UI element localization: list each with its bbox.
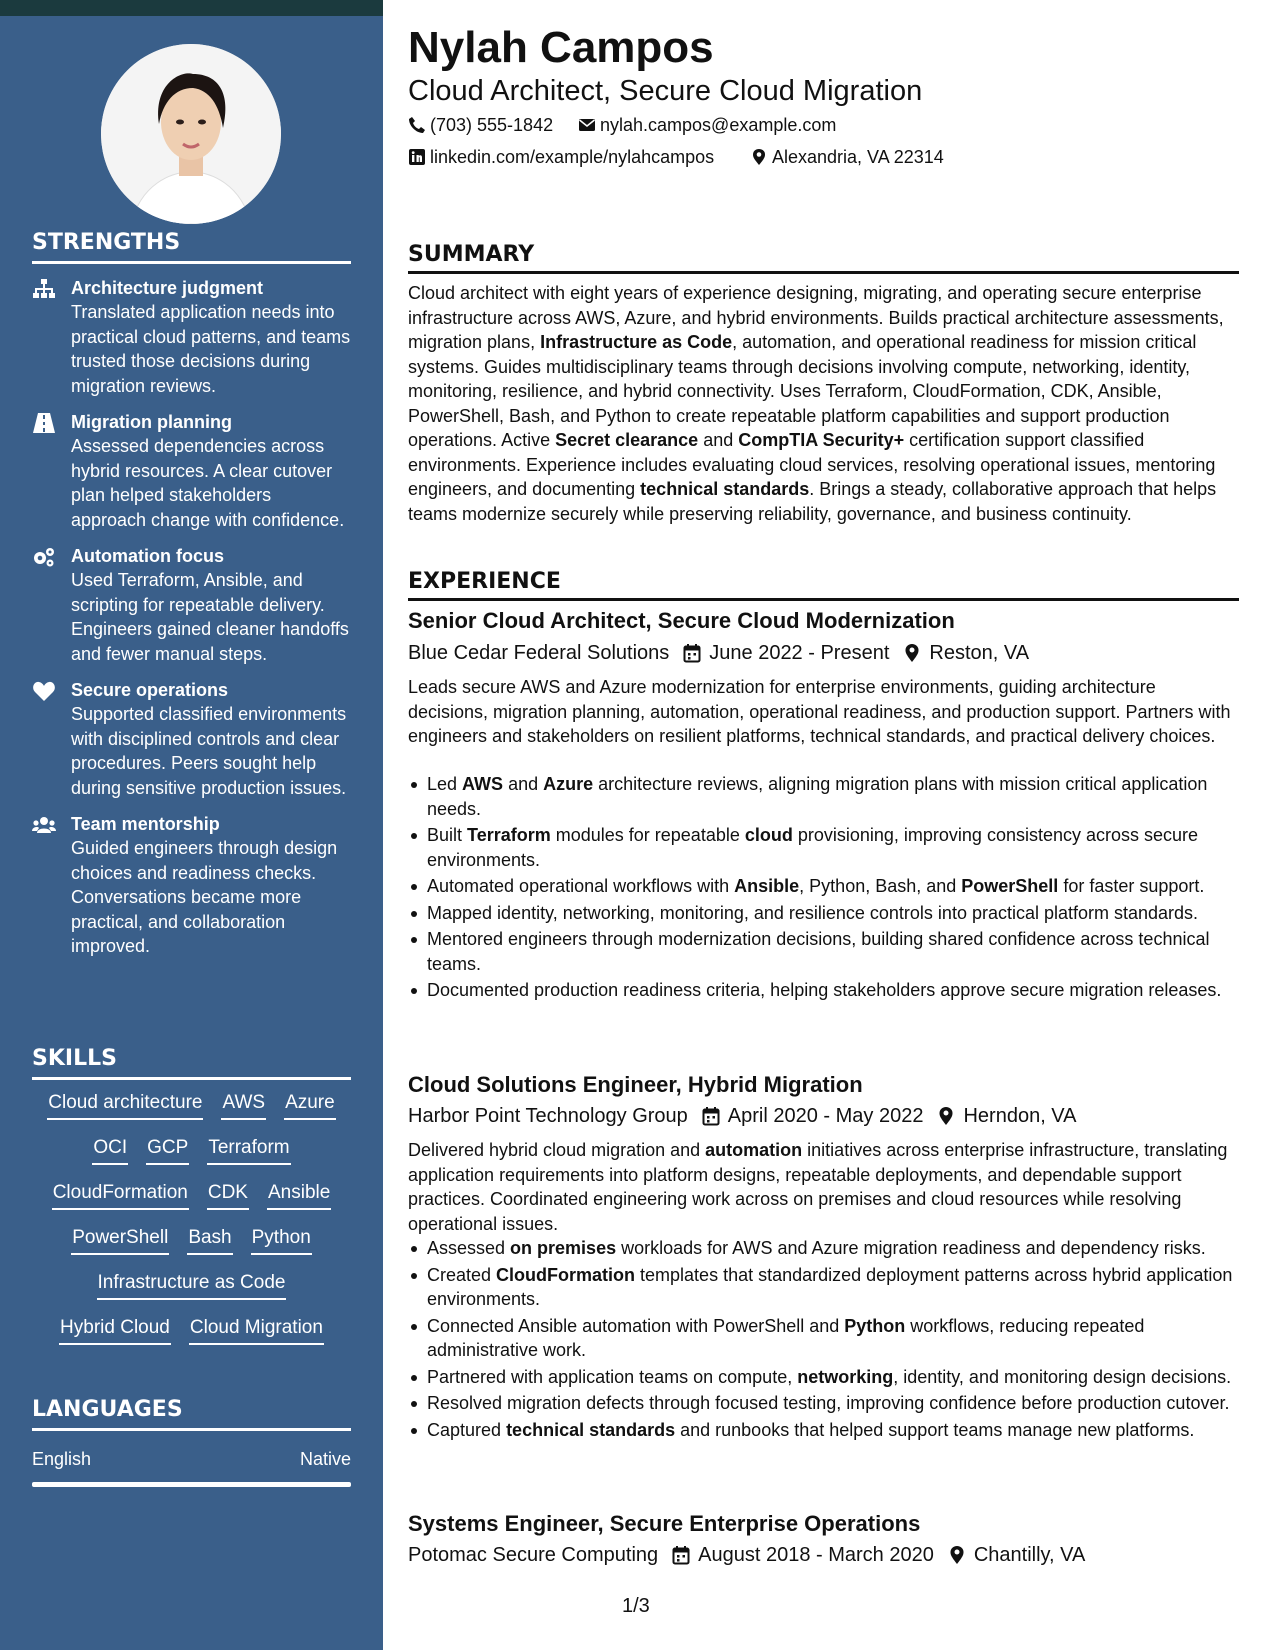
- skill-tag: GCP: [146, 1135, 189, 1165]
- job-bullets: [408, 1236, 1240, 1444]
- language-level-bar: [32, 1482, 351, 1487]
- summary-text: [408, 281, 1240, 526]
- bold-keyword: technical standards: [506, 1419, 676, 1440]
- users-icon: [32, 814, 56, 836]
- job-company: Blue Cedar Federal Solutions: [408, 642, 670, 664]
- text-run: , automation, and operational readiness for mission critical systems. Guides multidisciplinary teams through decisions involving compute, networking, identity, monitoring, resilience, and hybrid connectivity. Uses Terraform, CloudFormation, CDK, Ansible, PowerShell, Bash, and Python to create repeatable platform capabilities and support production operations. Active: [408, 332, 1197, 450]
- strength-item: [32, 678, 351, 800]
- sidebar: [0, 16, 383, 1650]
- calendar-icon: [702, 1106, 720, 1126]
- bullet-item: [408, 978, 1240, 1003]
- job-dates: June 2022 - Present: [709, 642, 890, 664]
- email-text: nylah.campos@example.com: [600, 115, 837, 135]
- strength-title: Migration planning: [71, 412, 232, 432]
- bullet-item: [408, 927, 1240, 976]
- strength-item: [32, 544, 351, 666]
- bold-keyword: automation: [705, 1140, 803, 1160]
- skill-tag: OCI: [92, 1135, 128, 1165]
- skill-row: [32, 1135, 351, 1180]
- page-number: 1/3: [622, 1595, 650, 1617]
- text-run: certification support classified environments. Experience includes evaluating cloud services, resolving operational issues, mentoring engineers, and documenting: [408, 430, 1216, 499]
- bold-keyword: Ansible: [734, 876, 800, 896]
- bold-keyword: Secret clearance: [555, 430, 699, 450]
- job-summary: [408, 675, 1240, 749]
- job-company: Harbor Point Technology Group: [408, 1105, 688, 1127]
- bold-keyword: CompTIA Security+: [738, 430, 905, 450]
- job-meta: [408, 1103, 1077, 1129]
- linkedin-contact: [408, 145, 714, 169]
- skill-tag: Infrastructure as Code: [97, 1270, 287, 1300]
- text-run: workloads for AWS and Azure migration readiness and dependency risks.: [616, 1238, 1206, 1258]
- strength-title: Secure operations: [71, 680, 229, 700]
- text-run: modules for repeatable: [550, 825, 745, 845]
- location-text: Alexandria, VA 22314: [772, 147, 944, 167]
- languages-heading: LANGUAGES: [32, 1397, 351, 1431]
- skill-tag: CloudFormation: [52, 1180, 189, 1210]
- bold-keyword: Python: [844, 1315, 906, 1336]
- skill-tag: Cloud Migration: [189, 1315, 324, 1345]
- text-run: Built: [427, 825, 468, 845]
- skill-tag: Azure: [284, 1090, 336, 1120]
- skill-row: [32, 1225, 351, 1270]
- text-run: Mapped identity, networking, monitoring, and resilience controls into practical platform standards.: [427, 902, 1199, 923]
- text-run: templates that standardized deployment patterns across hybrid application environments.: [427, 1264, 1233, 1309]
- candidate-role: Cloud Architect, Secure Cloud Migration: [408, 75, 923, 107]
- text-run: Assessed: [427, 1238, 511, 1258]
- skill-row: [32, 1315, 351, 1360]
- phone-icon: [408, 116, 426, 134]
- job-company: Potomac Secure Computing: [408, 1544, 659, 1566]
- bullet-item: [408, 874, 1240, 899]
- phone-contact: [408, 113, 553, 137]
- phone-text: (703) 555-1842: [430, 115, 554, 135]
- text-run: Partnered with application teams on compute,: [427, 1366, 798, 1387]
- text-run: Documented production readiness criteria, helping stakeholders approve secure migration releases.: [427, 980, 1222, 1000]
- avatar-portrait-icon: [101, 44, 281, 224]
- bullet-item: [408, 772, 1240, 821]
- summary-heading: SUMMARY: [408, 242, 1239, 274]
- bullet-item: [408, 1263, 1240, 1312]
- strength-description: Supported classified environments with disciplined controls and clear procedures. Peers sought help during sensitive production issues.: [71, 704, 347, 798]
- bold-keyword: networking: [797, 1366, 894, 1387]
- skills-section: [32, 1046, 351, 1360]
- bold-keyword: Infrastructure as Code: [540, 332, 733, 352]
- strength-title: Architecture judgment: [71, 278, 264, 298]
- bullet-item: [408, 1391, 1240, 1416]
- bullet-item: [408, 823, 1240, 872]
- text-run: and: [698, 430, 739, 450]
- language-name: English: [32, 1449, 92, 1469]
- job-location: Reston, VA: [929, 642, 1030, 664]
- skill-tag: PowerShell: [71, 1225, 169, 1255]
- map-pin-icon: [750, 148, 768, 166]
- text-run: initiatives across enterprise infrastructure, translating application requirements into platform designs, repeatable deployments, and dependable support practices. Coordinated engineering work across on premises and cloud resources while resolving operational issues.: [408, 1140, 1228, 1234]
- strength-item: [32, 410, 351, 532]
- text-run: Leads secure AWS and Azure modernization for enterprise environments, guiding architecture decisions, migration planning, automation, operational readiness, and production support. Partners with engineers and stakeholders on resilient platforms, technical standards, and practical delivery choices.: [408, 677, 1231, 746]
- text-run: architecture reviews, aligning migration plans with mission critical application needs.: [427, 774, 1208, 819]
- strength-description: Guided engineers through design choices and readiness checks. Conversations became more practical, and collaboration improved.: [71, 838, 338, 956]
- language-row: [32, 1449, 351, 1470]
- skill-row: [32, 1270, 351, 1315]
- text-run: Led: [427, 774, 463, 794]
- strengths-heading: STRENGTHS: [32, 230, 351, 264]
- text-run: and runbooks that helped support teams manage new platforms.: [675, 1419, 1195, 1440]
- bold-keyword: on premises: [510, 1238, 617, 1258]
- skill-tag: Cloud architecture: [47, 1090, 203, 1120]
- skill-tag: Python: [251, 1225, 312, 1255]
- map-pin-icon: [937, 1106, 955, 1126]
- linkedin-icon: [408, 148, 426, 166]
- job-title: Systems Engineer, Secure Enterprise Operations: [408, 1511, 921, 1536]
- skill-tag: Terraform: [207, 1135, 290, 1165]
- text-run: Delivered hybrid cloud migration and: [408, 1140, 706, 1160]
- text-run: Captured: [427, 1419, 507, 1440]
- skill-tag: AWS: [221, 1090, 266, 1120]
- job-meta: [408, 1542, 1085, 1568]
- skill-row: [32, 1180, 351, 1225]
- text-run: Resolved migration defects through focused testing, improving confidence before production cutover.: [427, 1393, 1230, 1413]
- text-run: Connected Ansible automation with PowerShell and: [427, 1315, 845, 1336]
- bold-keyword: PowerShell: [961, 876, 1059, 896]
- gears-icon: [32, 546, 56, 568]
- calendar-icon: [672, 1545, 690, 1565]
- skill-row: [32, 1090, 351, 1135]
- job-location: Chantilly, VA: [973, 1544, 1086, 1566]
- road-icon: [32, 412, 56, 434]
- top-accent-bar: [0, 0, 383, 16]
- text-run: workflows, reducing repeated administrative work.: [427, 1315, 1145, 1360]
- language-level: Native: [299, 1449, 351, 1469]
- text-run: . Brings a steady, collaborative approach that helps teams modernize securely while preserving reliability, governance, and business continuity.: [408, 479, 1217, 524]
- text-run: , identity, and monitoring design decisions.: [893, 1366, 1232, 1387]
- job-dates: April 2020 - May 2022: [727, 1105, 924, 1127]
- skills-list: [32, 1090, 351, 1360]
- text-run: Created: [427, 1264, 497, 1285]
- bullet-item: [408, 1365, 1240, 1390]
- bullet-item: [408, 1314, 1240, 1363]
- text-run: Cloud architect with eight years of experience designing, migrating, and operating secure enterprise infrastructure across AWS, Azure, and hybrid environments. Builds practical architecture assessments, migration plans,: [408, 283, 1224, 352]
- job-dates: August 2018 - March 2020: [698, 1544, 934, 1566]
- job-location: Herndon, VA: [963, 1105, 1077, 1127]
- heart-icon: [32, 680, 56, 702]
- strengths-section: [32, 230, 351, 959]
- text-run: Mentored engineers through modernization decisions, building shared confidence across technical teams.: [427, 929, 1210, 974]
- bold-keyword: AWS: [462, 774, 504, 794]
- job-title: Senior Cloud Architect, Secure Cloud Modernization: [408, 608, 955, 633]
- strength-description: Used Terraform, Ansible, and scripting for repeatable delivery. Engineers gained cleaner handoffs and fewer manual steps.: [71, 570, 349, 664]
- profile-photo: [101, 44, 281, 224]
- text-run: and: [503, 774, 544, 794]
- job-title: Cloud Solutions Engineer, Hybrid Migration: [408, 1072, 863, 1097]
- text-run: provisioning, improving consistency across secure environments.: [427, 825, 1199, 870]
- text-run: for faster support.: [1058, 876, 1205, 896]
- experience-heading: EXPERIENCE: [408, 569, 1239, 601]
- calendar-icon: [683, 643, 701, 663]
- job-meta: [408, 640, 1029, 666]
- skill-tag: Hybrid Cloud: [59, 1315, 171, 1345]
- sitemap-icon: [32, 278, 56, 300]
- languages-section: [32, 1397, 351, 1487]
- candidate-name: Nylah Campos: [408, 23, 714, 72]
- map-pin-icon: [948, 1545, 966, 1565]
- strength-item: [32, 812, 351, 959]
- skills-heading: SKILLS: [32, 1046, 351, 1080]
- strength-item: [32, 276, 351, 398]
- strength-description: Translated application needs into practical cloud patterns, and teams trusted those decisions during migration reviews.: [71, 302, 351, 396]
- job-bullets: [408, 772, 1240, 1005]
- skill-tag: Bash: [187, 1225, 232, 1255]
- skill-tag: Ansible: [267, 1180, 331, 1210]
- email-contact: [578, 113, 836, 137]
- location-contact: [750, 145, 944, 169]
- text-run: , Python, Bash, and: [799, 876, 962, 896]
- strength-title: Team mentorship: [71, 814, 220, 834]
- skill-tag: CDK: [207, 1180, 249, 1210]
- strength-description: Assessed dependencies across hybrid resources. A clear cutover plan helped stakeholders approach change with confidence.: [71, 436, 345, 530]
- bold-keyword: Terraform: [467, 825, 551, 845]
- strength-title: Automation focus: [71, 546, 224, 566]
- bold-keyword: Azure: [543, 774, 594, 794]
- bold-keyword: technical standards: [640, 479, 810, 499]
- linkedin-text: linkedin.com/example/nylahcampos: [430, 147, 715, 167]
- map-pin-icon: [903, 643, 921, 663]
- bullet-item: [408, 1418, 1240, 1443]
- bullet-item: [408, 901, 1240, 926]
- bold-keyword: cloud: [744, 825, 793, 845]
- envelope-icon: [578, 116, 596, 134]
- text-run: Automated operational workflows with: [427, 876, 735, 896]
- job-summary: [408, 1138, 1240, 1236]
- bold-keyword: CloudFormation: [496, 1264, 636, 1285]
- bullet-item: [408, 1236, 1240, 1261]
